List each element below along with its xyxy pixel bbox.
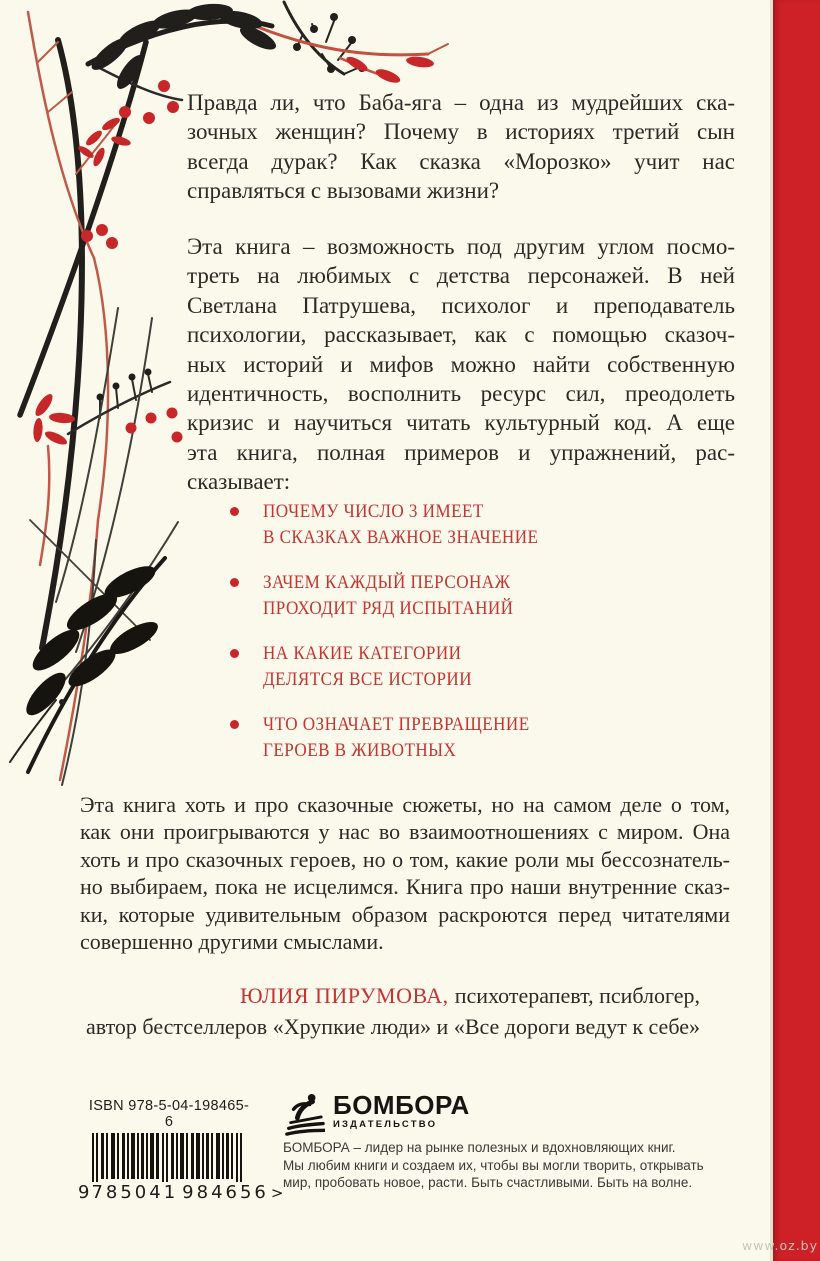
book-spine: [773, 0, 820, 1261]
barcode-tail-mark: >: [270, 1184, 284, 1202]
barcode-block: [78, 1098, 284, 1203]
list-item: [230, 499, 590, 551]
publisher-logo: [283, 1092, 470, 1138]
publisher-blurb: БОМБОРА – лидер на рынке полезных и вдохновляющих книг. Мы любим книги и создаем их, чтобы вы могли творить, открывать мир, пробовать новое, расти. Быть счастливыми. Быть на волне.: [283, 1140, 704, 1191]
barcode-group1: 785041: [91, 1182, 179, 1203]
author-name: ЮЛИЯ ПИРУМОВА,: [240, 983, 449, 1008]
publisher-logo-text: [333, 1092, 470, 1130]
list-item: [230, 641, 590, 693]
publisher-subtitle: ИЗДАТЕЛЬСТВО: [333, 1119, 438, 1130]
bullet-list: [230, 499, 590, 783]
store-watermark: www.oz.by: [741, 1238, 818, 1253]
bullet-text: ЧТО ОЗНАЧАЕТ ПРЕВРАЩЕНИЕ ГЕРОЕВ В ЖИВОТНЫХ: [263, 714, 530, 761]
isbn-label: ISBN 978-5-04-198465-6: [88, 1098, 250, 1130]
barcode-digits: [78, 1182, 284, 1203]
surfer-on-wave-icon: [283, 1092, 325, 1138]
author-credit: [80, 981, 700, 1042]
intro-paragraph: Правда ли, что Баба-яга – одна из мудрейших ска- зочных женщин? Почему в историях третий сын всегда дурак? Как сказка «Морозко» учит нас справляться с вызовами жизни?: [187, 90, 735, 204]
list-item: [230, 570, 590, 622]
bullet-dot-icon: [230, 720, 239, 729]
author-role: психотерапевт, псиблогер,: [454, 983, 700, 1008]
author-books: автор бестселлеров «Хрупкие люди» и «Все дороги ведут к себе»: [86, 1013, 700, 1039]
summary-paragraph: Эта книга хоть и про сказочные сюжеты, но на самом деле о том, как они проигрываются у нас во взаимоотношениях с миром. Она хоть и про сказочных героев, но о том, какие роли мы бессознатель- но выбираем, пока не исцелимся. Книга про наши внутренние сказ- ки, которые удивительным образом раскроются перед читателями совершенно другими смыслами.: [80, 792, 730, 955]
publisher-name: БОМБОРА: [333, 1090, 470, 1120]
author-line: [80, 981, 700, 1012]
barcode-lead-digit: 9: [78, 1182, 90, 1203]
barcode-group2: 984656: [182, 1182, 269, 1203]
bullet-text: ЗАЧЕМ КАЖДЫЙ ПЕРСОНАЖ ПРОХОДИТ РЯД ИСПЫТАНИЙ: [263, 572, 514, 619]
bullet-text: НА КАКИЕ КАТЕГОРИИ ДЕЛЯТСЯ ВСЕ ИСТОРИИ: [263, 643, 473, 690]
about-paragraph: Эта книга – возможность под другим углом посмо- треть на любимых с детства персонажей. В ней Светлана Патрушева, психолог и преподаватель психологии, рассказывает, как с помощью сказоч- ных историй и мифов можно найти собственную идентичность, восполнить ресурс сил, преодолеть кризис и научиться читать культурный код. А еще эта книга, полная примеров и упражнений, рас- сказывает:: [187, 234, 735, 495]
bullet-dot-icon: [230, 649, 239, 658]
list-item: [230, 712, 590, 764]
bullet-dot-icon: [230, 578, 239, 587]
bullet-text: ПОЧЕМУ ЧИСЛО 3 ИМЕЕТ В СКАЗКАХ ВАЖНОЕ ЗНАЧЕНИЕ: [263, 501, 539, 548]
bullet-dot-icon: [230, 507, 239, 516]
